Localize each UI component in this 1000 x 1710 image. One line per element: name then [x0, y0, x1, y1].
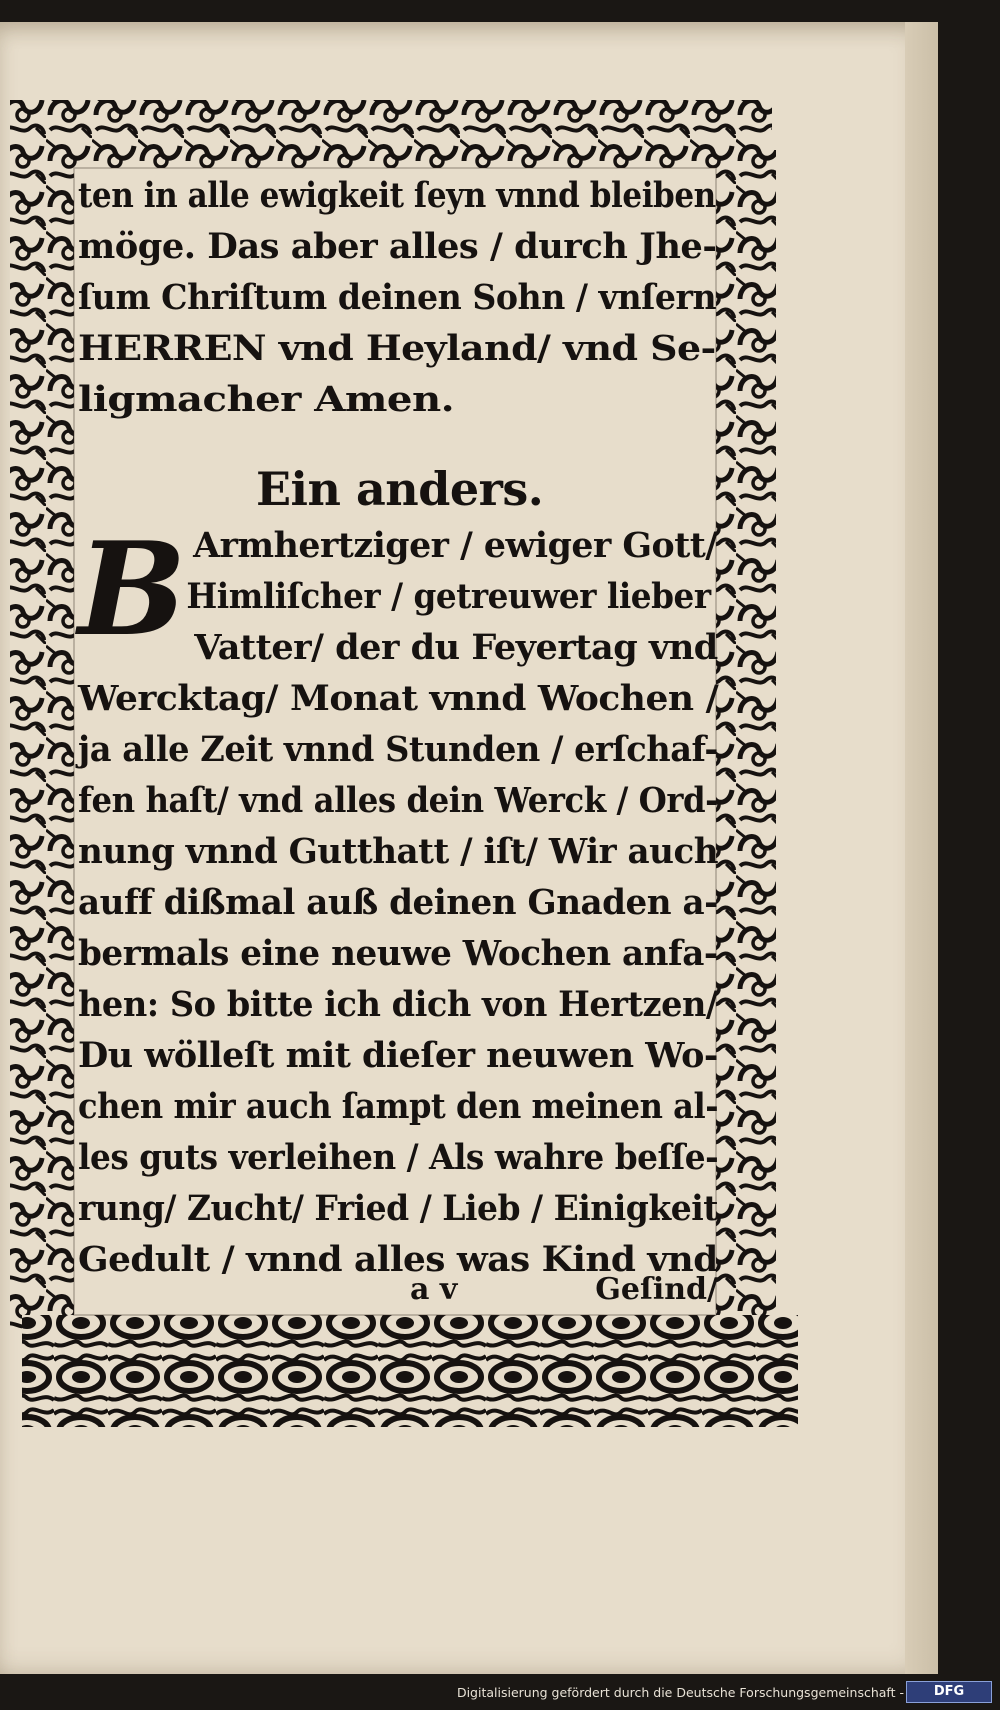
- dfg-logo: DFG: [906, 1681, 992, 1703]
- text-line: chen mir auch ſampt den meinen al-: [78, 1086, 719, 1127]
- decorated-initial: B: [78, 515, 187, 665]
- paragraph-1: [78, 170, 716, 425]
- text-line: ligmacher Amen.: [78, 379, 455, 420]
- text-line: Wercktag/ Monat vnnd Wochen /: [78, 678, 719, 719]
- text-line: Vatter/ der du Feyertag vnd: [194, 627, 718, 668]
- text-line: nung vnnd Gutthatt / iſt/ Wir auch: [78, 831, 719, 872]
- paragraph-2: [78, 515, 719, 1285]
- text-line: rung/ Zucht/ Fried / Lieb / Einigkeit: [78, 1188, 718, 1229]
- text-line: Himliſcher / getreuwer lieber: [186, 576, 711, 617]
- text-line: ja alle Zeit vnnd Stunden / erſchaf-: [78, 729, 718, 770]
- text-line: bermals eine neuwe Wochen anfa-: [78, 933, 718, 974]
- border-top: [10, 100, 772, 168]
- text-line: les guts verleihen / Als wahre beſſe-: [78, 1137, 719, 1178]
- text-line: Du wölleſt mit dieſer neuwen Wo-: [78, 1035, 718, 1076]
- text-line: auff dißmal auß deinen Gnaden a-: [78, 882, 718, 923]
- text-line: möge. Das aber alles / durch Jhe-: [78, 226, 717, 267]
- text-line: Armhertziger / ewiger Gott/: [193, 525, 718, 566]
- text-line: HERREN vnd Heyland/ vnd Se-: [78, 328, 716, 369]
- digitization-credit: Digitalisierung gefördert durch die Deutsche Forschungsgemeinschaft -: [456, 1685, 904, 1700]
- catchword: Geſind/: [595, 1272, 718, 1307]
- text-line: Gedult / vnnd alles was Kind vnd: [78, 1239, 718, 1280]
- text-line: ſum Chriſtum deinen Sohn / vnſern: [78, 277, 717, 318]
- text-line: ten in alle ewigkeit ſeyn vnnd bleiben: [78, 175, 716, 216]
- text-line: fen haſt/ vnd alles dein Werck / Ord-: [78, 780, 719, 821]
- text-line: hen: So bitte ich dich von Hertzen/: [78, 984, 718, 1025]
- page-footer-line: [78, 1272, 718, 1312]
- signature-mark: a v: [410, 1272, 458, 1307]
- section-heading: Ein anders.: [256, 462, 544, 516]
